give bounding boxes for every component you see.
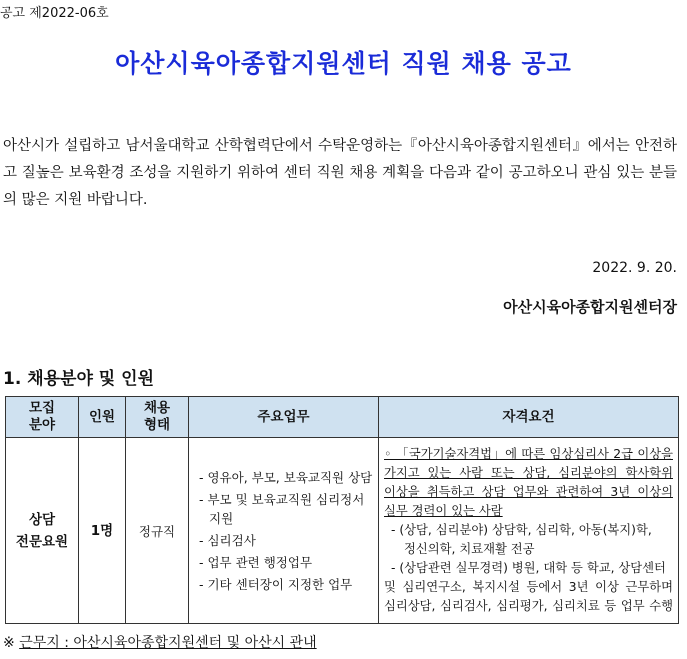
footnote-mark: ※ (3, 635, 20, 651)
duty-item: - 심리검사 (199, 532, 256, 548)
header-quals: 자격요건 (379, 397, 679, 438)
duty-item: - 업무 관련 행정업무 (199, 554, 313, 570)
qual-line: 및 심리연구소, 복지시설 등에서 3년 이상 근무하며 (384, 580, 673, 594)
cell-count: 1명 (79, 438, 126, 624)
footnote-text: 근무지 : 아산시육아종합지원센터 및 아산시 관내 (19, 635, 317, 651)
page-title: 아산시육아종합지원센터 직원 채용 공고 (115, 49, 572, 78)
header-type: 채용 형태 (126, 397, 189, 438)
cell-quals (379, 438, 679, 624)
cell-type: 정규직 (126, 438, 189, 624)
qual-line: 심리상담, 심리검사, 심리평가, 심리치료 등 업무 수행 (384, 599, 673, 613)
duty-item: - 부모 및 보육교직원 심리정서 지원 (199, 491, 365, 526)
notice-number: 공고 제2022-06호 (0, 6, 109, 21)
qual-line: 실무 경력이 있는 사람 (384, 504, 503, 518)
qual-line: ◦ 「국가기술자격법」에 따른 임상심리사 2급 이상을 (384, 447, 673, 461)
duty-item: - 영유아, 부모, 보육교직원 상담 (199, 469, 373, 485)
qual-line: 정신의학, 치료재활 전공 (404, 542, 535, 556)
qual-line: - (상담관련 실무경력) 병원, 대학 등 학교, 상담센터 (391, 561, 666, 575)
duty-item: - 기타 센터장이 지정한 업무 (199, 576, 353, 592)
notice-date: 2022. 9. 20. (592, 260, 677, 276)
qual-line: - (상담, 심리분야) 상담학, 심리학, 아동(복지)학, (391, 523, 652, 537)
cell-field: 상담 전문요원 (6, 438, 79, 624)
quals-block (379, 445, 678, 616)
recruitment-table (5, 396, 679, 624)
header-count: 인원 (79, 397, 126, 438)
header-field: 모집 분야 (6, 397, 79, 438)
table-header-row (6, 397, 679, 438)
issuer-name: 아산시육아종합지원센터장 (503, 298, 677, 316)
footnote (3, 632, 317, 652)
table-row (6, 438, 679, 624)
intro-paragraph: 아산시가 설립하고 남서울대학교 산학협력단에서 수탁운영하는『아산시육아종합지원센터』에서는 안전하고 질높은 보육환경 조성을 지원하기 위하여 센터 직원 채용 계획을 다음과 같이 공고하오니 관심 있는 분들의 많은 지원 바랍니다. (3, 138, 677, 208)
qual-line: 이상을 취득하고 상담 업무와 관련하여 3년 이상의 (384, 485, 673, 499)
duties-list (189, 468, 378, 594)
cell-duties (189, 438, 379, 624)
section-title: 1. 채용분야 및 인원 (3, 369, 154, 389)
header-duties: 주요업무 (189, 397, 379, 438)
qual-line: 가지고 있는 사람 또는 상담, 심리분야의 학사학위 (384, 466, 673, 480)
